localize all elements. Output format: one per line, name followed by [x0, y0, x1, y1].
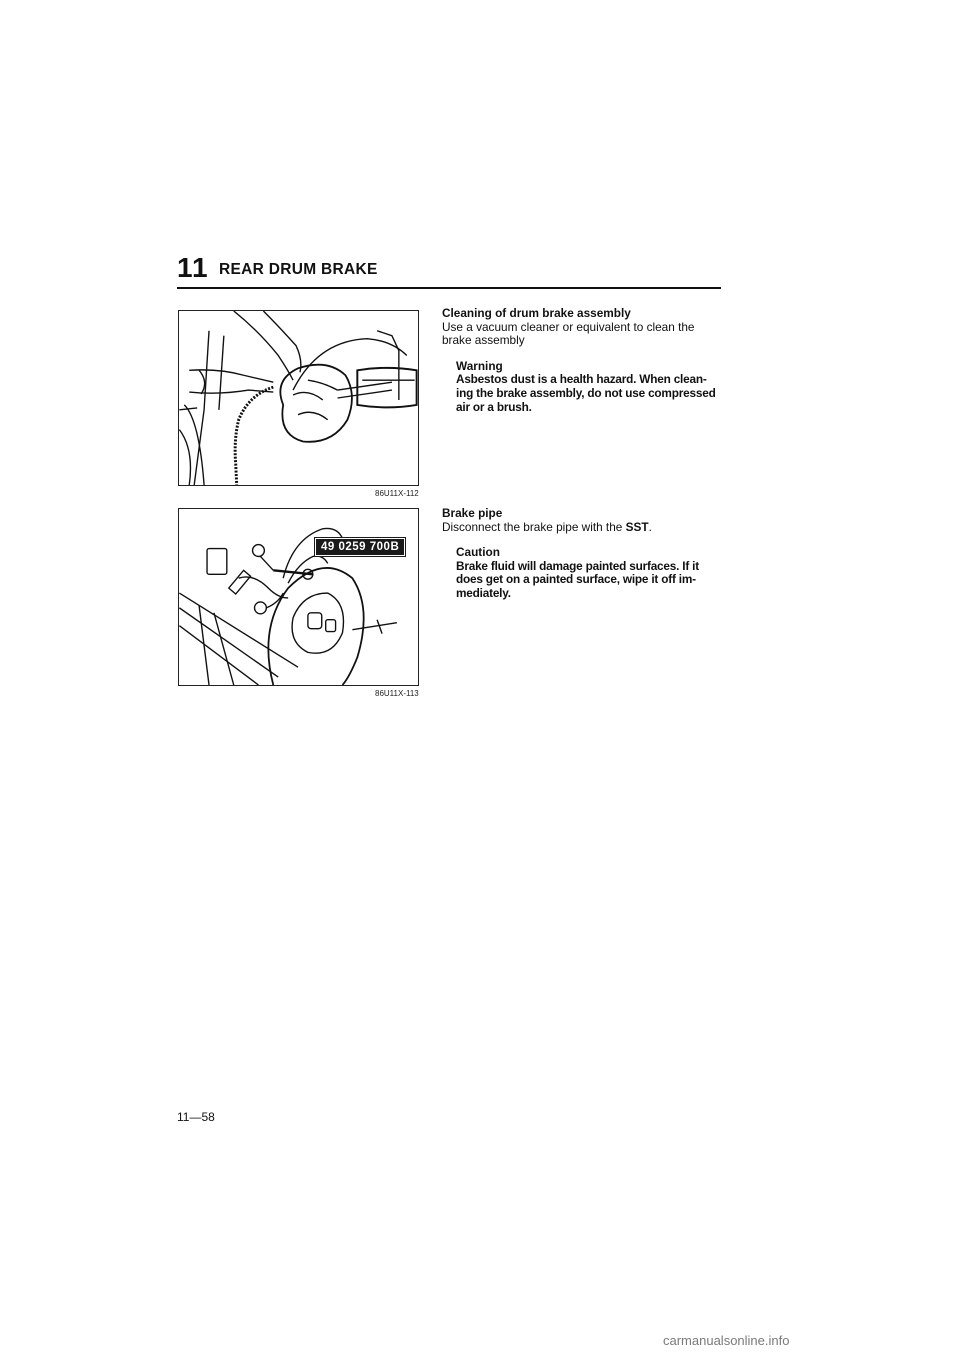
vacuum-cleaning-illustration: [179, 311, 418, 485]
watermark: carmanualsonline.info: [663, 1333, 790, 1348]
section-body: Use a vacuum cleaner or equivalent to clean the brake assembly: [442, 319, 695, 348]
note-title: Caution: [456, 545, 500, 560]
header-rule: [177, 287, 721, 289]
brake-pipe-illustration: [179, 509, 418, 685]
section-heading: Brake pipe: [442, 506, 503, 520]
note-body: Asbestos dust is a health hazard. When clean-ing the brake assembly, do not use compressed air or a brush.: [456, 372, 716, 414]
body-text-end: .: [648, 519, 652, 534]
section-brake-pipe: [442, 507, 722, 601]
section-cleaning: [442, 307, 722, 414]
caution-note: [456, 546, 722, 600]
body-text: Disconnect the brake pipe with the: [442, 519, 626, 534]
section-heading: Cleaning of drum brake assembly: [442, 306, 631, 320]
figure-brake-pipe: [178, 508, 419, 686]
chapter-title: REAR DRUM BRAKE: [219, 261, 378, 278]
note-title: Warning: [456, 358, 503, 373]
warning-note: [456, 360, 722, 414]
page-number: 11—58: [177, 1110, 215, 1124]
section-body: [442, 521, 722, 535]
chapter-number: 11: [177, 252, 209, 283]
figure-code: 86U11X-113: [375, 689, 419, 698]
note-body: Brake fluid will damage painted surfaces. If it does get on a painted surface, wipe it off im-mediately.: [456, 558, 699, 600]
tool-label: 49 0259 700B: [315, 538, 405, 556]
sst-emphasis: SST: [625, 519, 649, 534]
figure-vacuum-cleaning: [178, 310, 419, 486]
figure-code: 86U11X-112: [375, 489, 419, 498]
